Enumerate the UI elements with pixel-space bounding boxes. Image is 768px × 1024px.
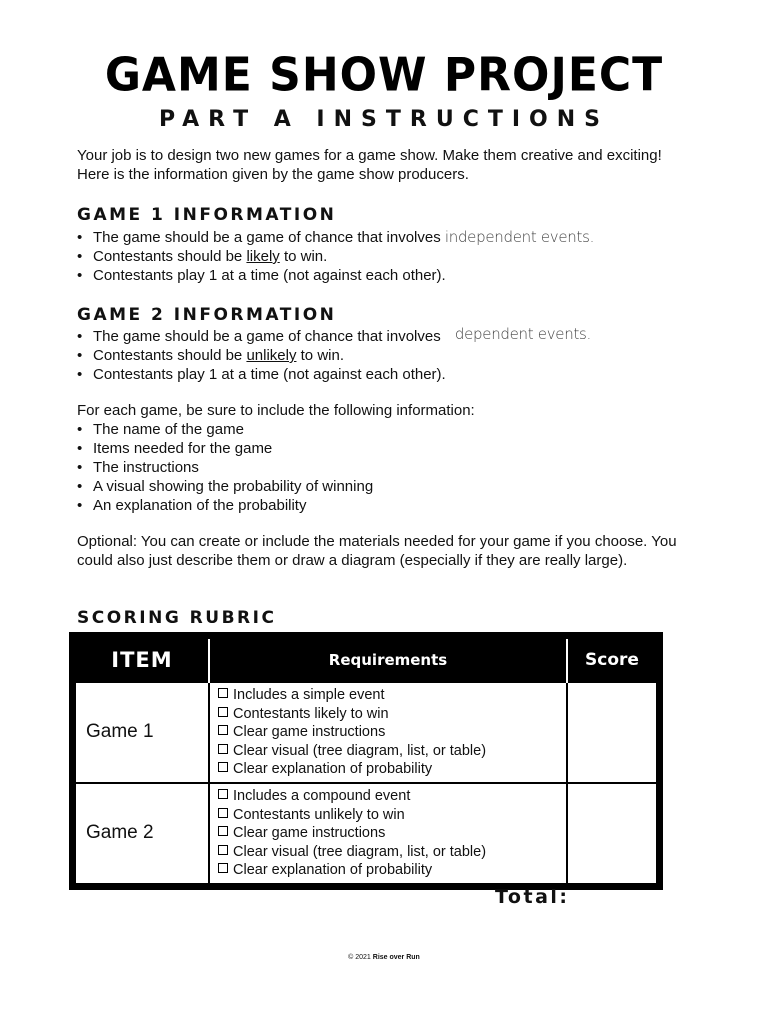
handwritten-answer: independent events.	[444, 228, 595, 246]
list-item: • A visual showing the probability of winning	[77, 477, 373, 496]
checklist-item: Clear explanation of probability	[218, 760, 558, 779]
list-item: • Contestants play 1 at a time (not against each other).	[77, 266, 594, 285]
checklist-item: Contestants likely to win	[218, 705, 558, 724]
checklist-item: Includes a compound event	[218, 787, 558, 806]
include-list	[77, 420, 373, 515]
checkbox-icon	[218, 826, 228, 836]
game2-heading: GAME 2 INFORMATION	[77, 305, 337, 325]
scoring-rubric-table	[69, 632, 663, 890]
list-item: • Contestants should be unlikely to win.	[77, 346, 591, 365]
table-row	[73, 783, 660, 886]
checkbox-icon	[218, 845, 228, 855]
table-row	[73, 682, 660, 783]
checkbox-icon	[218, 688, 228, 698]
page-subtitle: PART A INSTRUCTIONS	[159, 107, 609, 132]
checklist-item: Includes a simple event	[218, 686, 558, 705]
intro-paragraph: Your job is to design two new games for a game show. Make them creative and exciting! Here is the information given by the game show producers.	[77, 147, 662, 183]
checkbox-icon	[218, 707, 228, 717]
checklist-item: Clear visual (tree diagram, list, or table)	[218, 843, 558, 862]
brand-name: Rise over Run	[372, 954, 420, 961]
requirements-cell	[209, 783, 567, 886]
checkbox-icon	[218, 725, 228, 735]
requirements-cell	[209, 682, 567, 783]
list-item: • Contestants should be likely to win.	[77, 247, 594, 266]
checklist-item: Contestants unlikely to win	[218, 806, 558, 825]
score-cell[interactable]	[567, 783, 660, 886]
total-label: Total:	[495, 886, 570, 908]
score-cell[interactable]	[567, 682, 660, 783]
checkbox-icon	[218, 762, 228, 772]
column-header-item: ITEM	[73, 636, 210, 683]
page-title: GAME SHOW PROJECT	[104, 48, 664, 103]
checklist-item: Clear game instructions	[218, 824, 558, 843]
column-header-score: Score	[567, 636, 660, 683]
list-item: • Contestants play 1 at a time (not against each other).	[77, 365, 591, 384]
footer-copyright: © 2021 Rise over Run	[348, 954, 420, 961]
game2-list	[77, 327, 591, 384]
checklist-item: Clear game instructions	[218, 723, 558, 742]
rubric-heading: SCORING RUBRIC	[77, 608, 277, 628]
game1-heading: GAME 1 INFORMATION	[77, 205, 337, 225]
include-lead: For each game, be sure to include the following information:	[77, 402, 475, 419]
game1-list	[77, 228, 594, 285]
list-item: • The game should be a game of chance that involves dependent events.	[77, 327, 591, 346]
game-name-cell: Game 2	[73, 783, 210, 886]
checklist-item: Clear explanation of probability	[218, 861, 558, 880]
list-item: • The game should be a game of chance that involves independent events.	[77, 228, 594, 247]
optional-paragraph: Optional: You can create or include the materials needed for your game if you choose. You could also just describe them or draw a diagram (especially if they are really large).	[77, 533, 677, 569]
checkbox-icon	[218, 863, 228, 873]
game-name-cell: Game 1	[73, 682, 210, 783]
checkbox-icon	[218, 808, 228, 818]
column-header-requirements: Requirements	[209, 636, 567, 683]
list-item: • The name of the game	[77, 420, 373, 439]
checkbox-icon	[218, 789, 228, 799]
checklist-item: Clear visual (tree diagram, list, or table)	[218, 742, 558, 761]
handwritten-answer: dependent events.	[454, 325, 592, 343]
list-item: • The instructions	[77, 458, 373, 477]
checkbox-icon	[218, 744, 228, 754]
list-item: • Items needed for the game	[77, 439, 373, 458]
list-item: • An explanation of the probability	[77, 496, 373, 515]
